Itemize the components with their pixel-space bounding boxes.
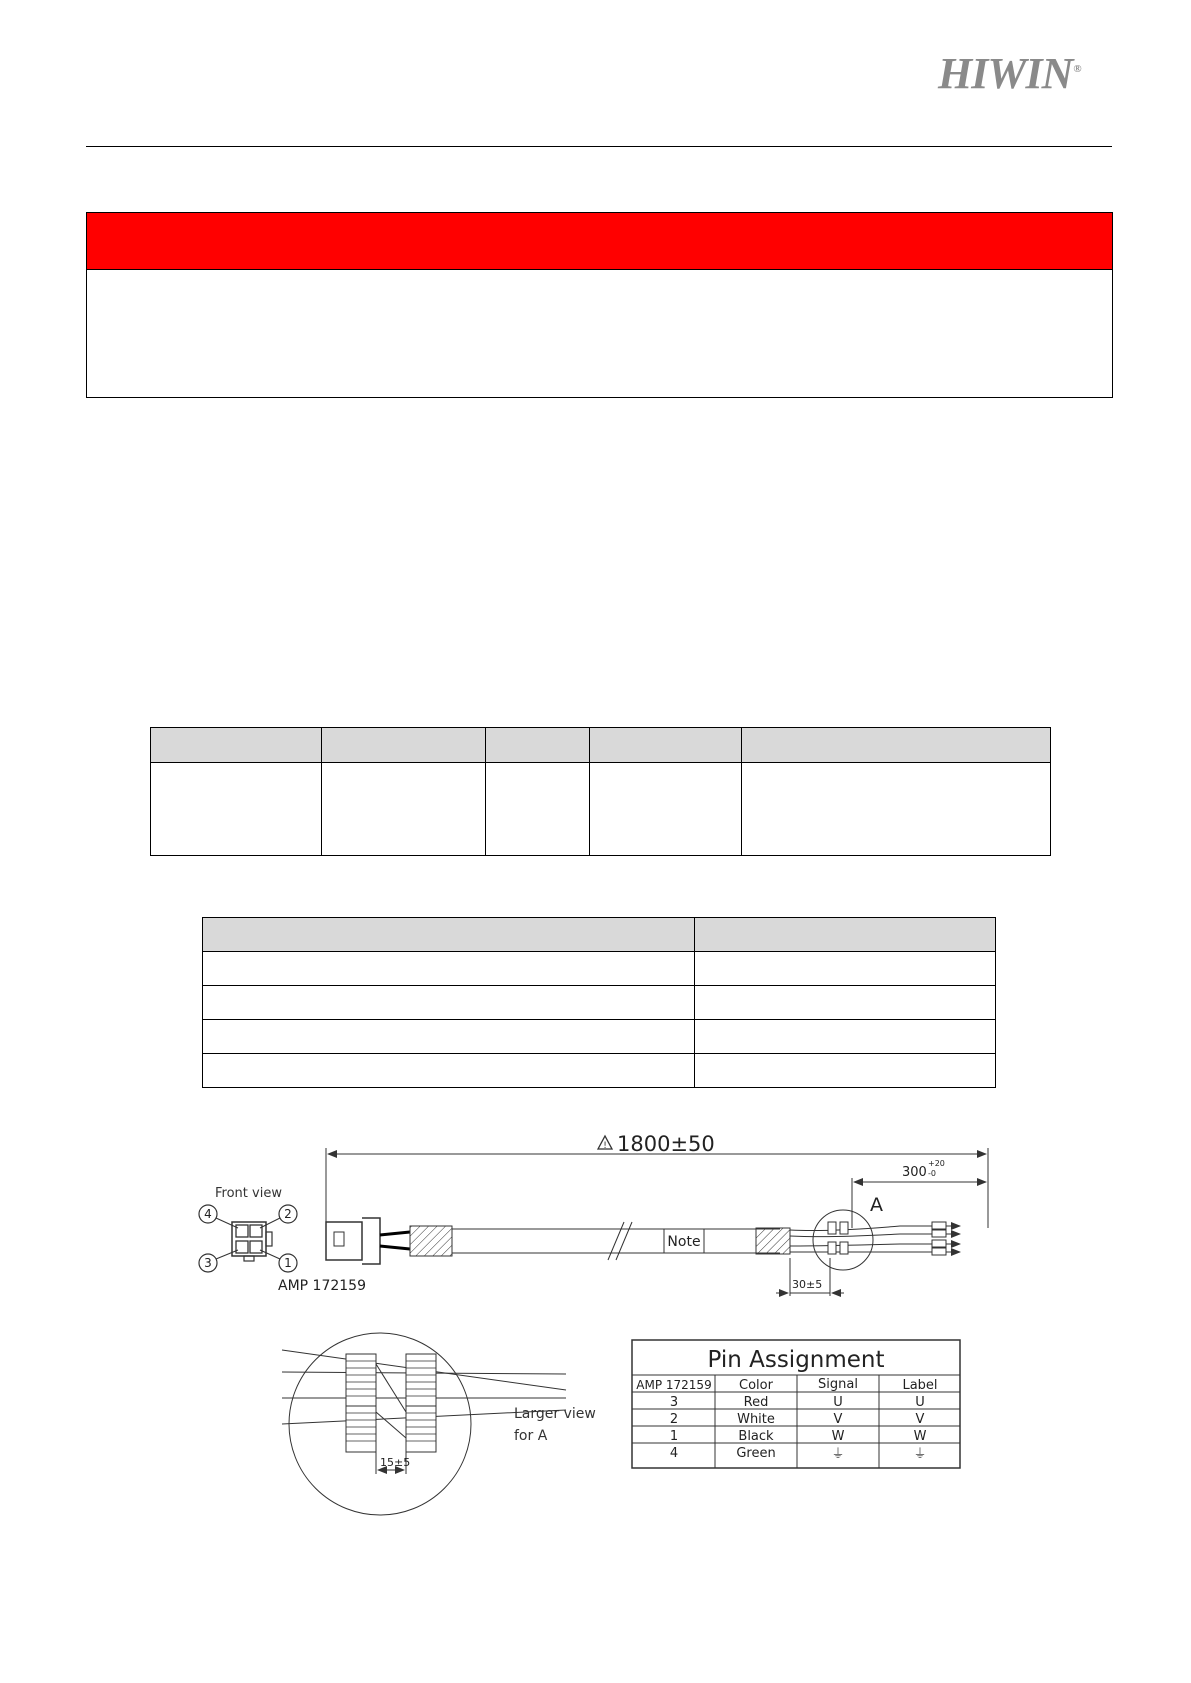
parts-header-cell xyxy=(695,918,996,952)
registered-mark: ® xyxy=(1073,63,1081,76)
cable-body xyxy=(326,1194,960,1270)
warning-header-bar xyxy=(87,213,1112,270)
parts-cell xyxy=(695,986,996,1020)
parts-cell xyxy=(203,1054,695,1088)
spec-header-cell xyxy=(590,728,742,763)
hiwin-logo xyxy=(938,48,1081,99)
pin-table-cell: W xyxy=(831,1429,845,1444)
header-rule xyxy=(86,146,1112,147)
parts-table-row xyxy=(203,952,996,986)
pin-table-cell: W xyxy=(913,1429,927,1444)
pin-table-cell: 4 xyxy=(669,1446,679,1461)
pin-table-cell: U xyxy=(833,1395,843,1410)
larger-view-detail xyxy=(282,1333,596,1515)
parts-table-header-row xyxy=(203,918,996,952)
warning-triangle-icon xyxy=(598,1136,612,1151)
end-length-upper-tol: +20 xyxy=(928,1159,945,1168)
front-view-label: Front view xyxy=(215,1186,282,1201)
parts-cell xyxy=(203,986,695,1020)
pin-table-cell: U xyxy=(915,1395,925,1410)
pin-number-1: 1 xyxy=(284,1256,292,1270)
pin-number-4: 4 xyxy=(204,1207,212,1221)
core-distance-label: 30±5 xyxy=(792,1278,823,1291)
pin-assignment-table xyxy=(632,1340,960,1468)
note-label: Note xyxy=(667,1234,701,1250)
pin-table-header-color: Color xyxy=(739,1378,773,1393)
parts-cell xyxy=(203,952,695,986)
ground-symbol-icon: ⏚ xyxy=(831,1447,845,1462)
pin-table-header-signal: Signal xyxy=(818,1377,858,1392)
svg-text:!: ! xyxy=(603,1141,607,1151)
spec-cell xyxy=(151,763,322,856)
pin-table-header-model: AMP 172159 xyxy=(636,1378,712,1392)
overall-length-label: 1800±50 xyxy=(617,1132,715,1156)
detail-a-label: A xyxy=(870,1194,883,1216)
cable-drawing xyxy=(180,1118,1010,1518)
gap-distance-label: 15±5 xyxy=(380,1456,411,1469)
pin-table-cell: Green xyxy=(736,1446,776,1461)
spec-header-cell xyxy=(322,728,486,763)
pin-table-cell: 1 xyxy=(669,1429,679,1444)
larger-view-label: Larger view xyxy=(514,1406,596,1422)
spec-table-header-row xyxy=(151,728,1051,763)
pin-table-header-label: Label xyxy=(902,1378,938,1393)
spec-cell xyxy=(590,763,742,856)
parts-header-cell xyxy=(203,918,695,952)
overall-dimension xyxy=(326,1132,988,1228)
pin-table-cell: Black xyxy=(738,1429,774,1444)
pin-number-3: 3 xyxy=(204,1256,212,1270)
connector-front-view xyxy=(199,1186,366,1294)
spec-table-row xyxy=(151,763,1051,856)
spec-header-cell xyxy=(742,728,1051,763)
spec-header-cell xyxy=(486,728,590,763)
spec-cell xyxy=(322,763,486,856)
parts-cell xyxy=(695,952,996,986)
end-length-lower-tol: -0 xyxy=(928,1169,936,1178)
larger-view-for-a-label: for A xyxy=(514,1428,548,1444)
pin-table-cell: Red xyxy=(743,1395,769,1410)
warning-box xyxy=(86,212,1113,398)
pin-table-cell: V xyxy=(833,1412,843,1427)
parts-cell xyxy=(203,1020,695,1054)
pin-table-cell: V xyxy=(915,1412,925,1427)
pin-table-cell: White xyxy=(737,1412,775,1427)
parts-table xyxy=(202,917,996,1088)
pin-table-cell: 2 xyxy=(669,1412,679,1427)
connector-model-label: AMP 172159 xyxy=(278,1278,366,1294)
parts-table-row xyxy=(203,1020,996,1054)
spec-header-cell xyxy=(151,728,322,763)
ground-symbol-icon: ⏚ xyxy=(913,1447,927,1462)
pin-number-2: 2 xyxy=(284,1207,292,1221)
spec-cell xyxy=(486,763,590,856)
logo-text: HIWIN xyxy=(938,49,1073,98)
core-distance-dimension xyxy=(776,1258,844,1296)
parts-cell xyxy=(695,1020,996,1054)
end-length-label: 300 xyxy=(902,1165,927,1180)
cable-spec-table xyxy=(150,727,1051,856)
parts-table-row xyxy=(203,1054,996,1088)
spec-cell xyxy=(742,763,1051,856)
parts-table-row xyxy=(203,986,996,1020)
pin-table-cell: 3 xyxy=(669,1395,679,1410)
parts-cell xyxy=(695,1054,996,1088)
pin-table-title: Pin Assignment xyxy=(707,1347,885,1373)
